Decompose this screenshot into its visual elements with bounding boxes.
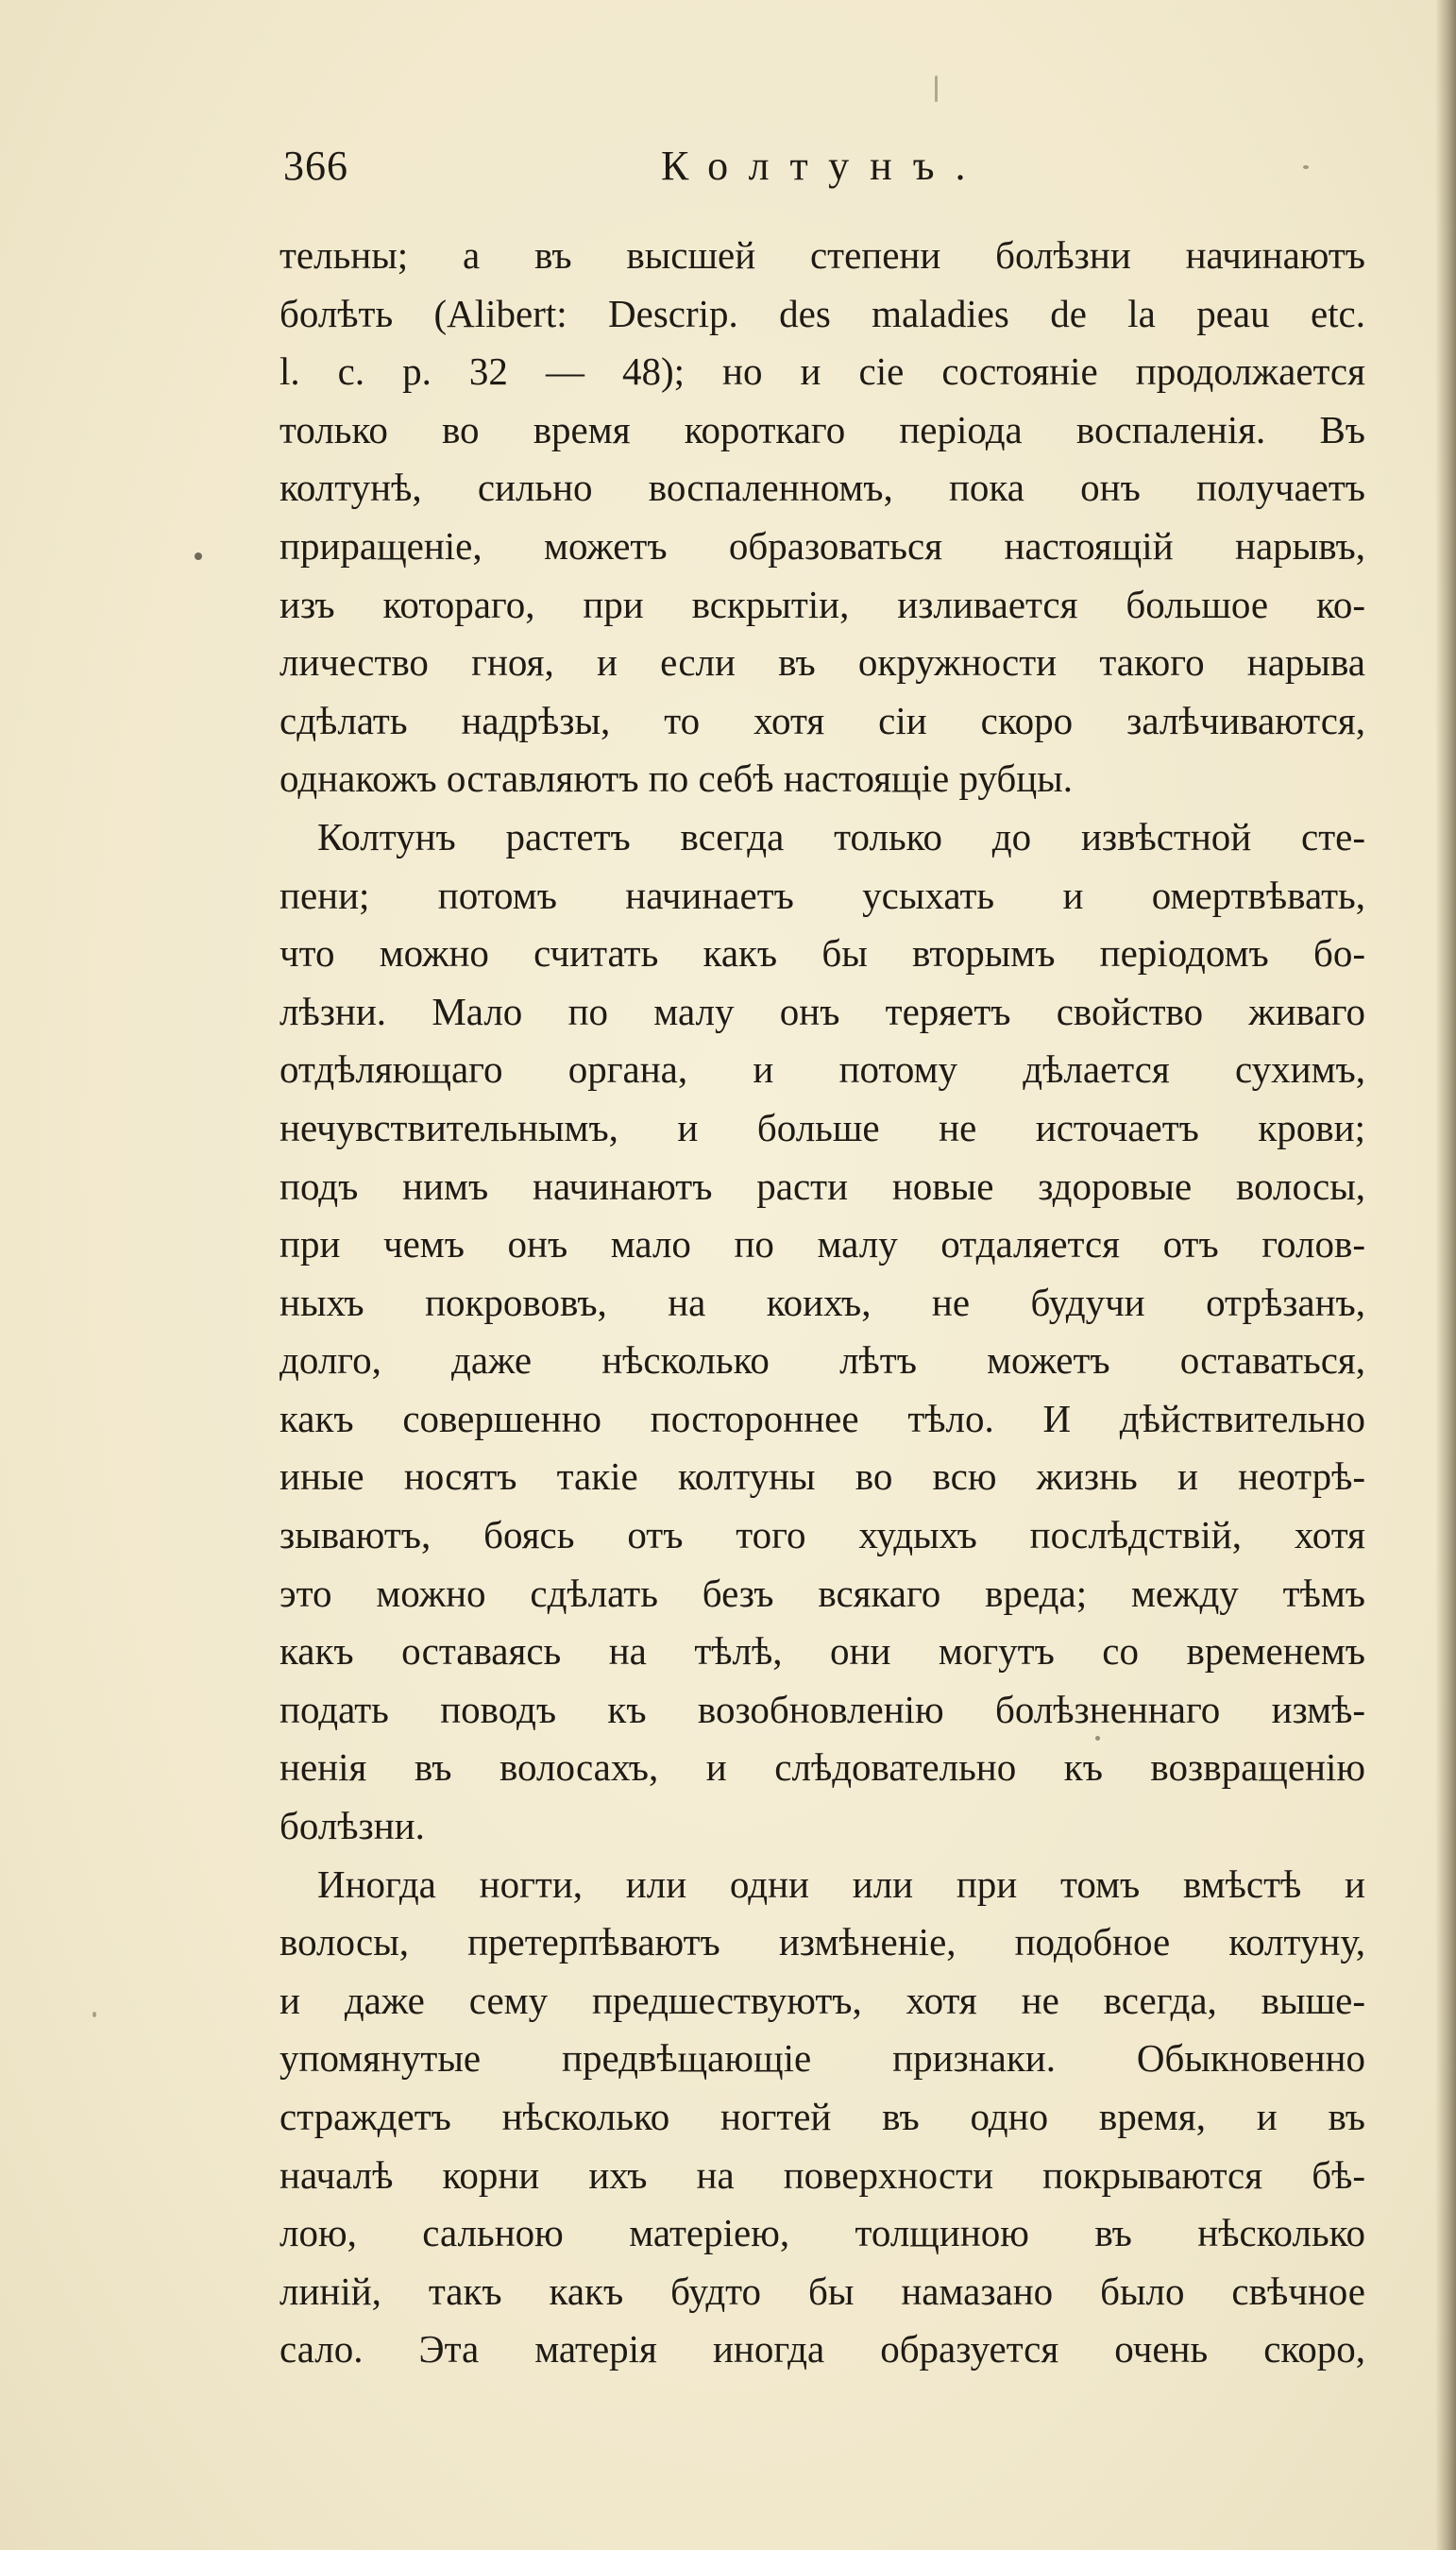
text-line: линій, такъ какъ будто бы намазано было свѣчное	[279, 2269, 1365, 2313]
text-line: сало. Эта матерія иногда образуется очень скоро,	[279, 2327, 1365, 2372]
page-number: 366	[283, 143, 348, 189]
text-line: началѣ корни ихъ на поверхности покрываются бѣ-	[279, 2152, 1365, 2197]
text-line: страждетъ нѣсколько ногтей въ одно время, и въ	[279, 2095, 1365, 2138]
text-line: какъ оставаясь на тѣлѣ, они могутъ со временемъ	[279, 1629, 1365, 1674]
ink-speck	[93, 2012, 96, 2017]
text-line: отдѣляющаго органа, и потому дѣлается сухимъ,	[279, 1047, 1365, 1092]
text-line: лѣзни. Мало по малу онъ теряетъ свойство живаго	[279, 989, 1365, 1033]
text-line: долго, даже нѣсколько лѣтъ можетъ оставаться,	[279, 1338, 1365, 1383]
text-line: болѣзни.	[279, 1804, 425, 1848]
text-line: нечувствительнымъ, и больше не источаетъ крови;	[279, 1105, 1365, 1149]
text-line: иные носятъ такіе колтуны во всю жизнь и неотрѣ-	[279, 1454, 1365, 1499]
text-line: какъ совершенно постороннее тѣло. И дѣйствительно	[279, 1396, 1365, 1440]
running-title: Колтунъ.	[661, 143, 987, 189]
text-line: пени; потомъ начинаетъ усыхать и омертвѣвать,	[279, 873, 1365, 917]
ink-speck	[935, 76, 938, 102]
text-line: l. c. p. 32 — 48); но и сіе состояніе продолжается	[279, 349, 1365, 394]
text-line: лою, сальною матеріею, толщиною въ нѣсколько	[279, 2211, 1365, 2255]
text-line: Колтунъ растетъ всегда только до извѣстной сте-	[317, 814, 1365, 858]
paragraph-2	[279, 808, 1365, 1856]
text-line: волосы, претерпѣваютъ измѣненіе, подобное колтуну,	[279, 1920, 1365, 1964]
text-line: приращеніе, можетъ образоваться настоящій нарывъ,	[279, 523, 1365, 568]
text-line: упомянутые предвѣщающіе признаки. Обыкновенно	[279, 2036, 1365, 2081]
paragraph-1	[279, 227, 1365, 808]
text-line: однакожъ оставляютъ по себѣ настоящіе рубцы.	[279, 756, 1073, 801]
text-line: Иногда ногти, или одни или при томъ вмѣстѣ и	[317, 1862, 1365, 1906]
text-line: личество гноя, и если въ окружности такого нарыва	[279, 640, 1365, 685]
text-line: что можно считать какъ бы вторымъ періодомъ бо-	[279, 931, 1365, 976]
text-line: ныхъ покрововъ, на коихъ, не будучи отрѣзанъ,	[279, 1280, 1365, 1324]
page-header	[283, 142, 1171, 208]
text-line: зываютъ, боясь отъ того худыхъ послѣдствій, хотя	[279, 1513, 1365, 1557]
text-line: при чемъ онъ мало по малу отдаляется отъ голов-	[279, 1222, 1365, 1266]
text-line: подъ нимъ начинаютъ расти новые здоровые волосы,	[279, 1164, 1365, 1208]
ink-speck	[195, 552, 202, 560]
text-line: колтунѣ, сильно воспаленномъ, пока онъ получаетъ	[279, 466, 1365, 510]
paragraph-3	[279, 1856, 1365, 2379]
text-line: болѣть (Alibert: Descrip. des maladies de la peau etc.	[279, 291, 1365, 335]
page-edge-shadow	[1435, 0, 1456, 2550]
ink-speck	[1095, 1736, 1100, 1741]
text-line: сдѣлать надрѣзы, то хотя сіи скоро залѣчиваются,	[279, 698, 1365, 742]
text-line: тельны; а въ высшей степени болѣзни начинаютъ	[279, 233, 1365, 277]
text-line: это можно сдѣлать безъ всякаго вреда; между тѣмъ	[279, 1571, 1365, 1615]
text-line: только во время короткаго періода воспаленія. Въ	[279, 407, 1365, 451]
ink-speck	[1303, 165, 1309, 169]
text-line: подать поводъ къ возобновленію болѣзненнаго измѣ-	[279, 1687, 1365, 1731]
text-line: и даже сему предшествуютъ, хотя не всегда, выше-	[279, 1978, 1365, 2022]
text-line: ненія въ волосахъ, и слѣдовательно къ возвращенію	[279, 1745, 1365, 1790]
text-line: изъ котораго, при вскрытіи, изливается большое ко-	[279, 582, 1365, 626]
body-text	[279, 227, 1365, 2379]
